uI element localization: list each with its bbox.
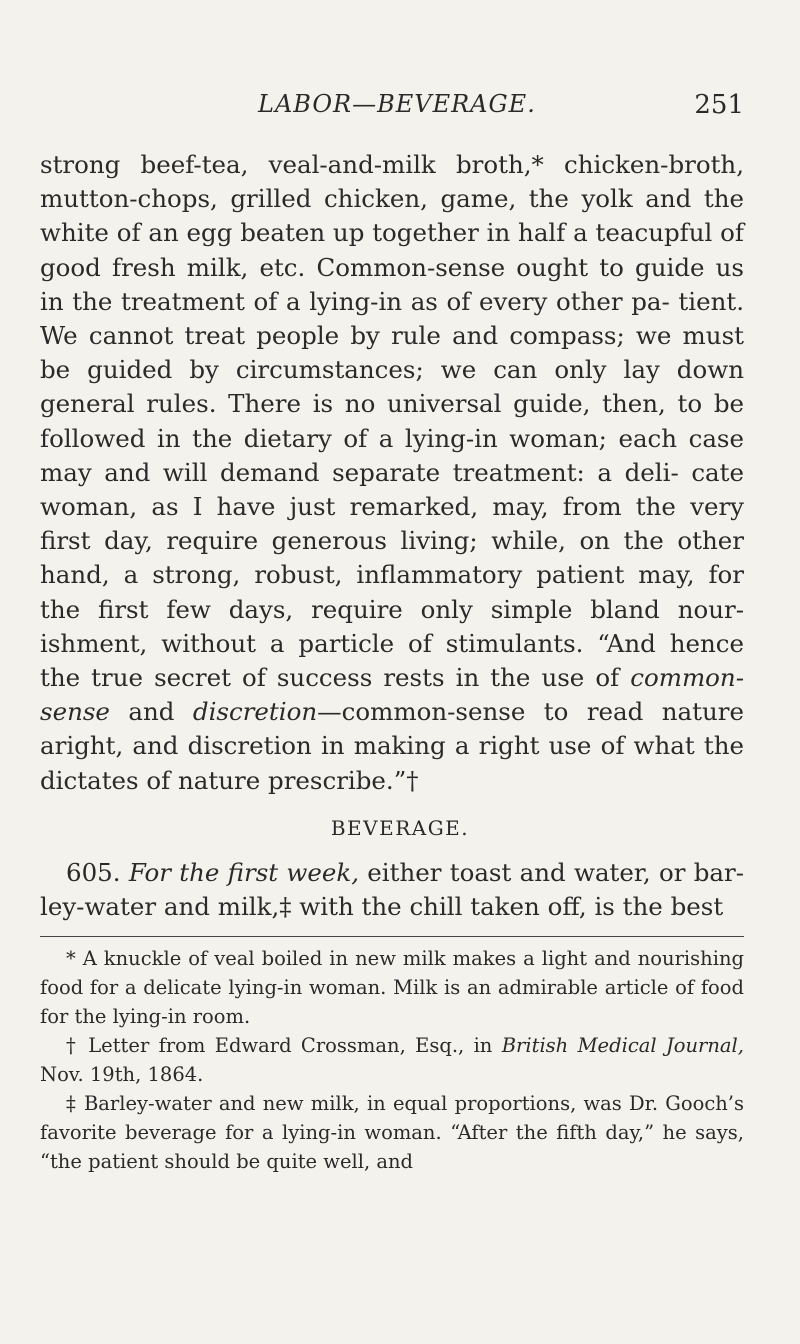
journal-title: British Medical Journal,	[501, 1034, 744, 1057]
footnote-1: * A knuckle of veal boiled in new milk makes a light and nourishing food for a delicate lying-in woman. Milk is an admirable article of food for the lying-in room.	[40, 947, 744, 1028]
footnote-2	[40, 1031, 744, 1089]
text-run: strong beef-tea, veal-and-milk broth,* chicken-broth, mutton-chops, grilled chicken, game, the yolk and the white of an egg beaten up together in half a teacupful of good fresh milk, etc. Common-sense ought to guide us in the treatment of a lying-in as of every other pa- tient. We cannot treat people by rule and compass; we must be guided by circumstances; we can only lay down general rules. There is no universal guide, then, to be followed in the dietary of a lying-in woman; each case may and will demand separate treatment: a deli- cate woman, as I have just remarked, may, from the very first day, require generous living; while, on the other hand, a strong, robust, inflammatory patient may, for the first few days, require only simple bland nour- ishment, without a particle of stimulants. “And hence the true secret of success rests in the use of	[40, 150, 744, 693]
paragraph-number: 605.	[66, 858, 121, 887]
main-text	[40, 148, 744, 798]
emphasis-discretion: discretion	[192, 697, 318, 727]
page-header	[40, 90, 744, 130]
footnote-3: ‡ Barley-water and new milk, in equal proportions, was Dr. Gooch’s favorite beverage for a lying-in woman. “After the fifth day,” he says, “the patient should be quite well, and	[40, 1092, 744, 1173]
text-run: —common-sense to read nature aright, and discretion in making a right use of what the dictates of nature prescribe.”†	[40, 697, 744, 795]
emphasis-common-sense: common- sense	[40, 663, 744, 727]
text-run: Nov. 19th, 1864.	[40, 1063, 204, 1086]
running-title: LABOR—BEVERAGE.	[258, 90, 536, 118]
text-run: and	[109, 697, 193, 727]
footnotes	[40, 944, 744, 1176]
text-run: either toast and water, or bar- ley-water and milk,‡ with the chill taken off, is the best	[40, 858, 744, 922]
section-heading: BEVERAGE.	[330, 816, 470, 840]
emphasis-first-week: For the first week,	[128, 858, 359, 887]
text-run: † Letter from Edward Crossman, Esq., in	[66, 1034, 502, 1057]
paragraph	[40, 148, 744, 798]
page-number: 251	[694, 90, 744, 120]
paragraph-605	[40, 856, 744, 924]
footnote-rule	[40, 936, 744, 937]
